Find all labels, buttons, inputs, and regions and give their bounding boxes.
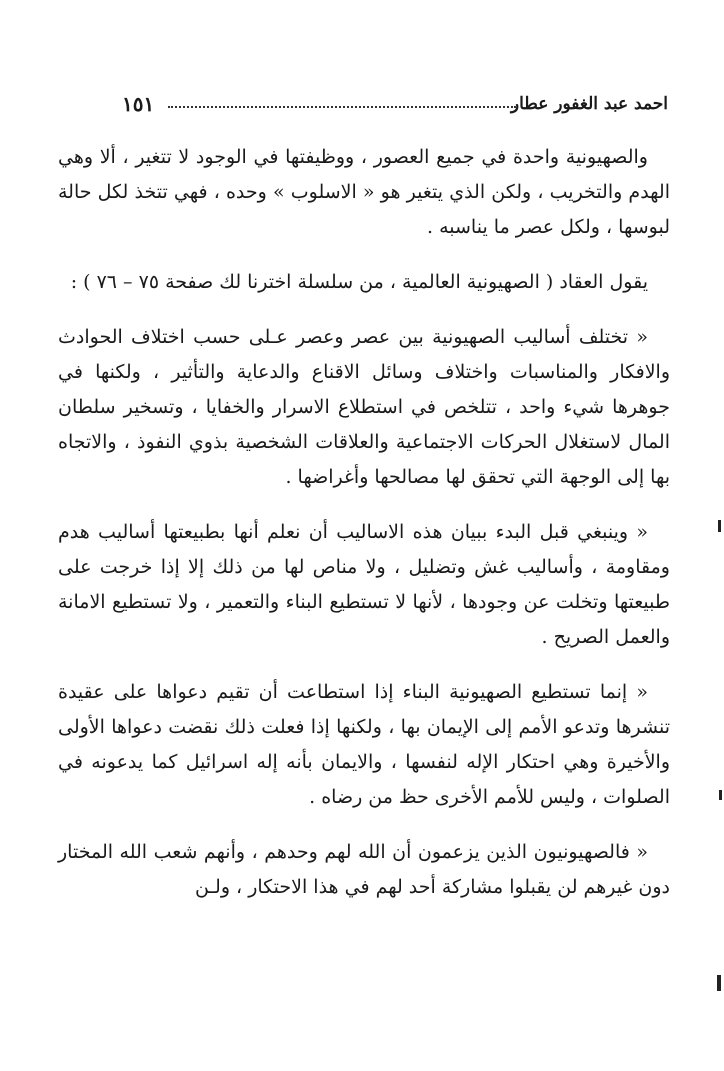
scan-mark xyxy=(719,790,722,800)
quote-paragraph: « إنما تستطيع الصهيونية البناء إذا استطاعت أن تقيم دعواها على عقيدة تنشرها وتدعو الأمم إلى الإيمان بها ، ولكنها إذا فعلت ذلك نقضت دعواها الأولى والأخيرة وهي احتكار الإله لنفسها ، والايمان بأنه إله اسرائيل كما يدعونه في الصلوات ، وليس للأمم الأخرى حظ من رضاه . xyxy=(58,681,670,808)
dotted-leader xyxy=(168,106,516,108)
paragraph: والصهيونية واحدة في جميع العصور ، ووظيفتها في الوجود لا تتغير ، ألا وهي الهدم والتخريب ، ولكن الذي يتغير هو « الاسلوب » وحده ، فهي تتخذ لكل حالة لبوسها ، ولكل عصر ما يناسبه . xyxy=(58,146,670,238)
quote-paragraph: « فالصهيونيون الذين يزعمون أن الله لهم وحدهم ، وأنهم شعب الله المختار دون غيرهم لن يقبلوا مشاركة أحد لهم في هذا الاحتكار ، ولـن xyxy=(58,841,670,898)
page-header xyxy=(122,92,668,116)
running-title: احمد عبد الغفور عطار xyxy=(510,94,668,114)
body-text xyxy=(58,140,670,925)
scan-mark xyxy=(718,520,721,532)
scan-mark xyxy=(717,975,721,991)
page-number: ١٥١ xyxy=(122,92,155,116)
quote-paragraph: « تختلف أساليب الصهيونية بين عصر وعصر عـلى حسب اختلاف الحوادث والافكار والمناسبات واختلاف وسائل الاقناع والدعاية والتأثير ، ولكنها في جوهرها شيء واحد ، تتلخص في استطلاع الاسرار والخفايا ، وتسخير سلطان المال لاستغلال الحركات الاجتماعية والعلاقات الشخصية بذوي النفوذ ، والاتجاه بها إلى الوجهة التي تحقق لها مصالحها وأغراضها . xyxy=(58,326,670,488)
quote-paragraph: « وينبغي قبل البدء ببيان هذه الاساليب أن نعلم أنها بطبيعتها أساليب هدم ومقاومة ، وأساليب غش وتضليل ، ولا مناص لها من ذلك إلا إذا خرجت على طبيعتها وتخلت عن وجودها ، لأنها لا تستطيع البناء والتعمير ، ولا تستطيع الامانة والعمل الصريح . xyxy=(58,521,670,648)
paragraph: يقول العقاد ( الصهيونية العالمية ، من سلسلة اخترنا لك صفحة ٧٥ – ٧٦ ) : xyxy=(70,271,648,293)
